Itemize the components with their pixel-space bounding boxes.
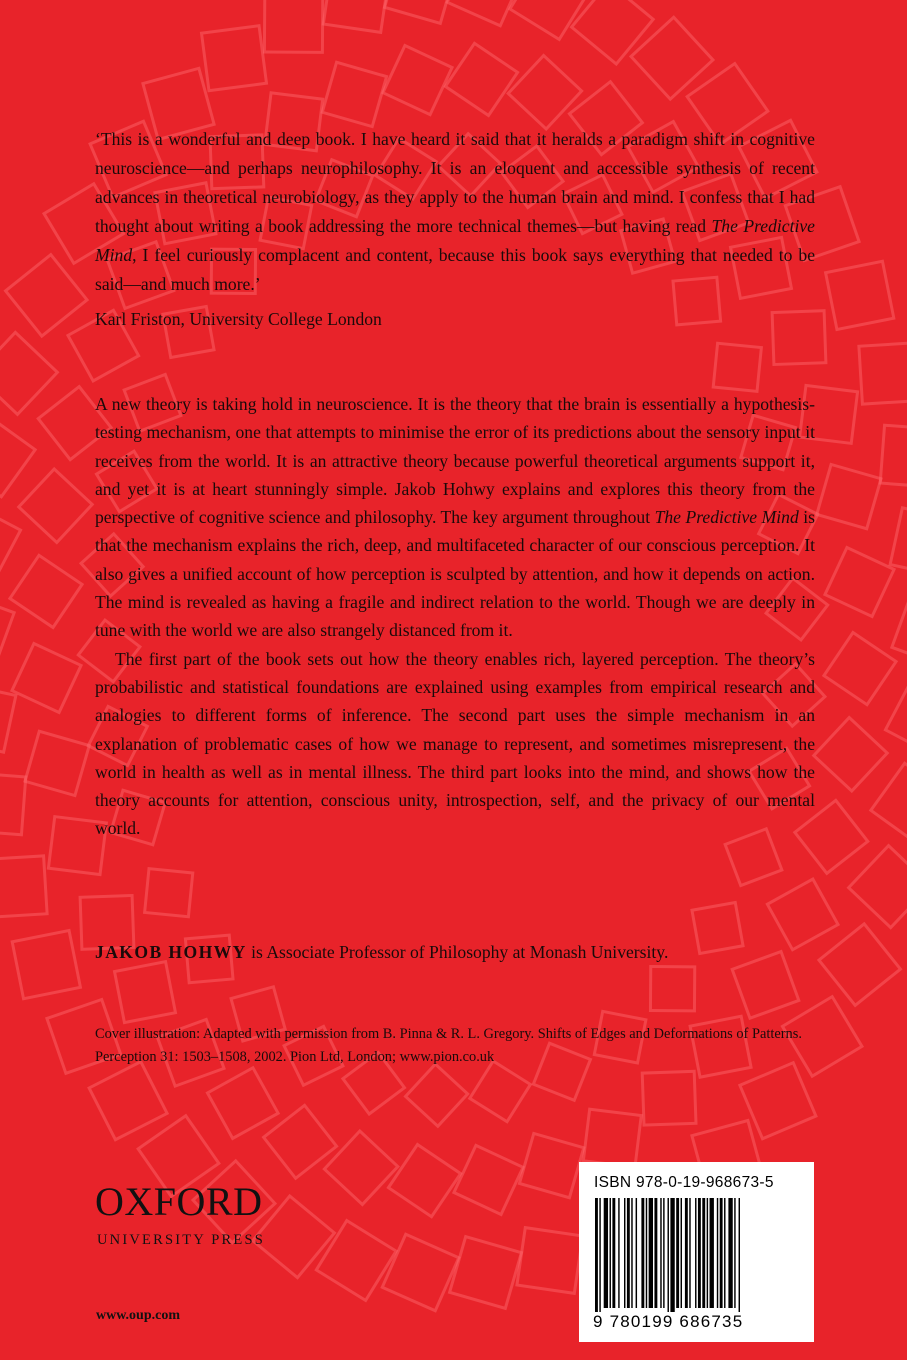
- barcode-bar: [649, 1198, 653, 1308]
- barcode-bar: [689, 1198, 690, 1308]
- author-bio: [95, 938, 815, 967]
- barcode-bar: [660, 1198, 661, 1308]
- description-p1-start: A new theory is taking hold in neuroscience. It is the theory that the brain is essentially a hypothesis-testing mechanism, one that attempts to minimise the error of its predictions about the sensory input it receives from the world. It is an attractive theory because powerful theoretical arguments support it, and yet it is at heart stunningly simple. Jakob Hohwy explains and explores this theory from the perspective of cognitive science and philosophy. The key argument throughout: [95, 394, 815, 528]
- barcode-bar: [728, 1198, 732, 1308]
- quote-text-start: ‘This is a wonderful and deep book. I have heard it said that it heralds a paradigm shift in cognitive neuroscience—and perhaps neurophilosophy. It is an eloquent and accessible synthesis of recent advances in theoretical neurobiology, as they apply to the human brain and mind. I confess that I had thought about writing a book addressing the more technical themes—but having read: [95, 129, 815, 236]
- barcode-bar: [610, 1198, 611, 1308]
- barcode-bar: [710, 1198, 714, 1308]
- university-press-label: UNIVERSITY PRESS: [97, 1232, 266, 1248]
- barcode-bar: [654, 1198, 657, 1308]
- barcode-bar: [624, 1198, 625, 1308]
- barcode-bar: [702, 1198, 705, 1308]
- barcode-bar: [720, 1198, 723, 1308]
- quote-text-end: , I feel curiously complacent and content, because this book says everything that needed to be said—and much more.’: [95, 245, 815, 294]
- barcode-bar: [707, 1198, 708, 1308]
- barcode-bar: [698, 1198, 701, 1308]
- barcode-bar: [724, 1198, 725, 1308]
- barcode-digits: 9 780199 686735: [593, 1312, 803, 1332]
- barcode-bar: [739, 1198, 740, 1316]
- isbn-label: ISBN 978-0-19-968673-5: [594, 1174, 774, 1191]
- oxford-logo: OXFORD: [95, 1179, 263, 1224]
- description-paragraph-2: The first part of the book sets out how the theory enables rich, layered perception. The theory’s probabilistic and statistical foundations are explained using examples from empirical research and analogies to different forms of inference. The second part uses the simple mechanism in an explanation of problematic cases of how we manage to represent, and sometimes misrepresent, the world in health as well as in mental illness. The third part looks into the mind, and shows how the theory accounts for attention, conscious unity, introspection, self, and the privacy of our mental world.: [95, 648, 815, 839]
- barcode-bar: [599, 1198, 600, 1316]
- barcode-bar: [627, 1198, 630, 1308]
- quote-attribution: Karl Friston, University College London: [95, 309, 382, 329]
- author-name: JAKOB HOHWY: [95, 942, 247, 962]
- barcode-bar: [695, 1198, 696, 1308]
- author-bio-text: is Associate Professor of Philosophy at Monash University.: [246, 942, 669, 962]
- barcode-bar: [717, 1198, 718, 1308]
- barcode-bar: [670, 1198, 674, 1316]
- barcode-bar: [641, 1198, 644, 1308]
- barcode-bar: [685, 1198, 688, 1308]
- publisher-url[interactable]: www.oup.com: [96, 1308, 181, 1323]
- barcode-bar: [612, 1198, 615, 1308]
- barcode-bar: [646, 1198, 647, 1308]
- endorsement-quote: [95, 125, 815, 299]
- barcode-bar: [618, 1198, 619, 1308]
- cover-illustration-credit: Cover illustration: Adapted with permission from B. Pinna & R. L. Gregory. Shifts of Edges and Deformations of Patterns. Perception 31: 1503–1508, 2002. Pion Ltd, London; www.pion.co.uk: [95, 1026, 802, 1065]
- barcode-bar: [663, 1198, 664, 1308]
- barcode-icon: [593, 1198, 800, 1318]
- description-book-title: The Predictive Mind: [654, 507, 799, 528]
- barcode-bar: [595, 1198, 598, 1316]
- barcode-bar: [631, 1198, 632, 1308]
- barcode-bar: [604, 1198, 608, 1308]
- barcode-bar: [734, 1198, 735, 1308]
- barcode-bar: [681, 1198, 682, 1308]
- barcode-bar: [668, 1198, 669, 1316]
- barcode-bar: [676, 1198, 679, 1308]
- book-description: [95, 390, 815, 843]
- description-p1-end: is that the mechanism explains the rich, deep, and multifaceted character of our conscious perception. It also gives a unified account of how perception is sculpted by attention, and how it depends on action. The mind is revealed as having a fragile and indirect relation to the world. Though we are deeply in tune with the world we are also strangely distanced from it.: [95, 507, 815, 641]
- quote-book-title: The Predictive Mind: [95, 216, 815, 265]
- barcode-bar: [636, 1198, 637, 1308]
- description-paragraph-1: [95, 390, 815, 645]
- isbn-barcode-box: [579, 1162, 814, 1342]
